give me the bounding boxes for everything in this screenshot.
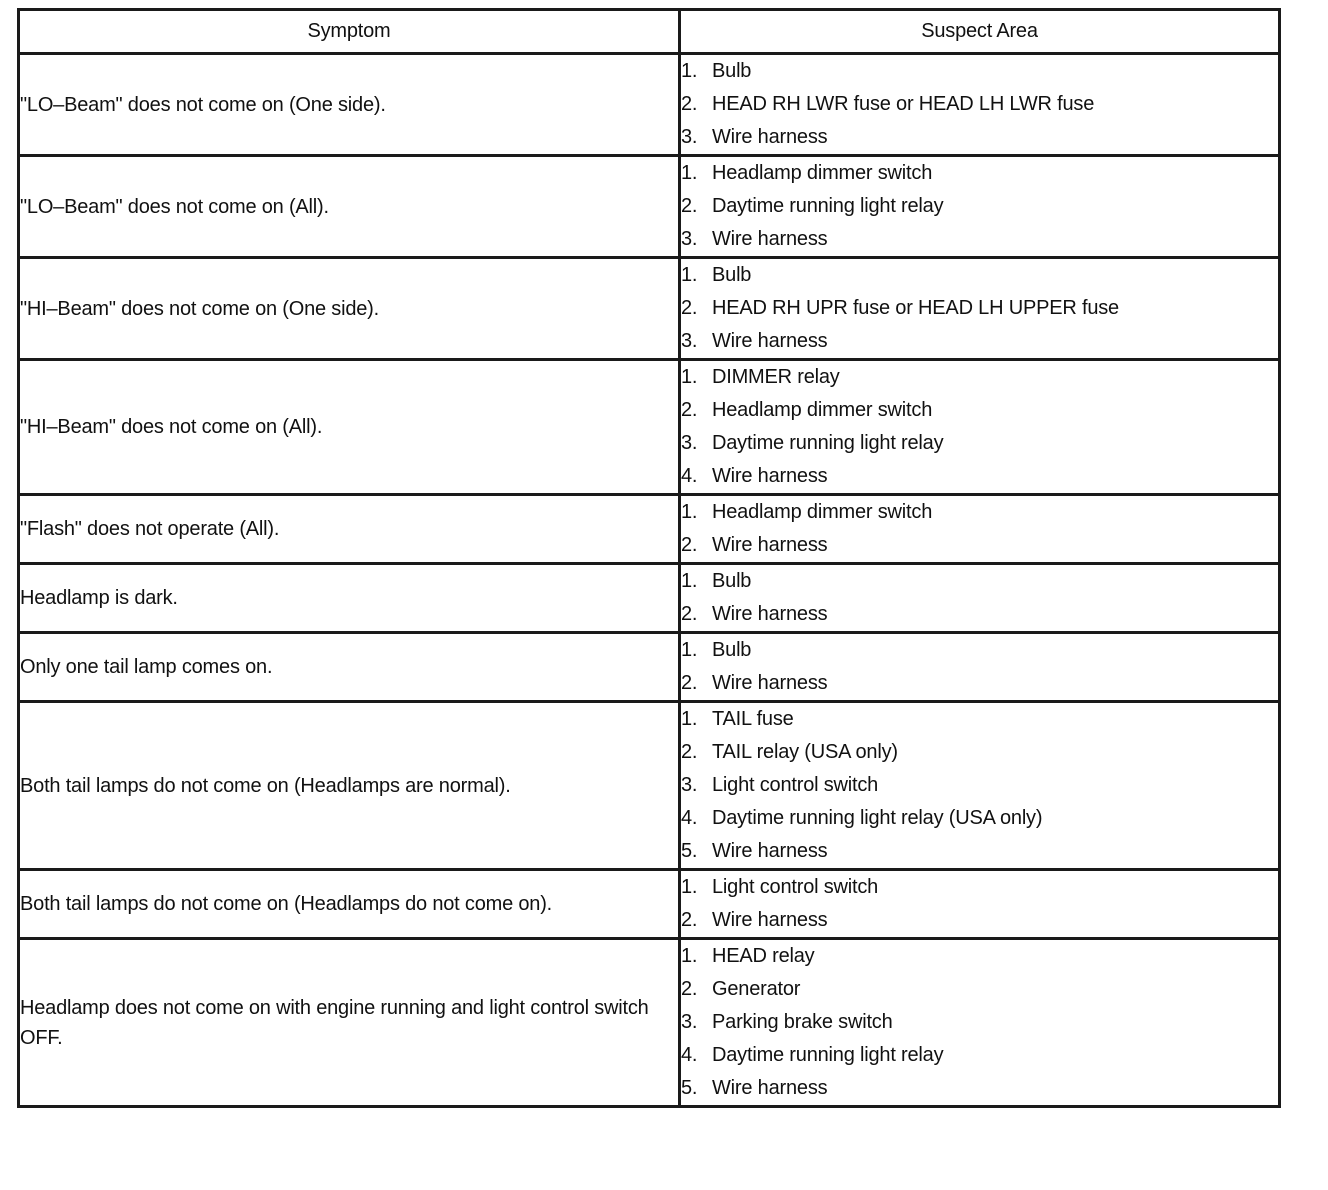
item-text: Headlamp dimmer switch [712, 501, 933, 523]
item-text: Wire harness [712, 909, 828, 931]
item-number: 5. [681, 840, 698, 862]
item-number: 1. [681, 264, 698, 286]
list-item [681, 88, 1278, 121]
suspect-area-list [681, 259, 1278, 358]
header-row [19, 10, 1280, 54]
list-item [681, 802, 1278, 835]
symptom-cell: "LO–Beam" does not come on (One side). [19, 54, 680, 156]
list-item [681, 940, 1278, 973]
item-number: 2. [681, 741, 698, 763]
item-text: Wire harness [712, 228, 828, 250]
item-text: Wire harness [712, 1077, 828, 1099]
list-item [681, 223, 1278, 256]
item-text: Wire harness [712, 534, 828, 556]
item-number: 2. [681, 672, 698, 694]
list-item [681, 667, 1278, 700]
table-row [19, 939, 1280, 1107]
suspect-area-cell [680, 54, 1280, 156]
table-row [19, 633, 1280, 702]
item-text: Daytime running light relay (USA only) [712, 807, 1043, 829]
suspect-area-list [681, 940, 1278, 1105]
item-number: 1. [681, 876, 698, 898]
item-text: Daytime running light relay [712, 432, 944, 454]
item-text: Bulb [712, 639, 752, 661]
symptom-cell: "Flash" does not operate (All). [19, 495, 680, 564]
item-number: 1. [681, 945, 698, 967]
item-text: HEAD RH UPR fuse or HEAD LH UPPER fuse [712, 297, 1119, 319]
item-number: 5. [681, 1077, 698, 1099]
suspect-area-cell [680, 564, 1280, 633]
table-body [19, 54, 1280, 1107]
item-text: DIMMER relay [712, 366, 840, 388]
item-text: Wire harness [712, 672, 828, 694]
item-number: 3. [681, 228, 698, 250]
item-text: Wire harness [712, 126, 828, 148]
suspect-area-list [681, 157, 1278, 256]
table-row [19, 495, 1280, 564]
item-number: 2. [681, 534, 698, 556]
suspect-area-cell [680, 870, 1280, 939]
item-number: 3. [681, 774, 698, 796]
symptom-cell: Both tail lamps do not come on (Headlamps do not come on). [19, 870, 680, 939]
list-item [681, 361, 1278, 394]
list-item [681, 598, 1278, 631]
item-text: Parking brake switch [712, 1011, 893, 1033]
table-row [19, 564, 1280, 633]
suspect-area-list [681, 361, 1278, 493]
item-number: 2. [681, 978, 698, 1000]
suspect-area-cell [680, 495, 1280, 564]
list-item [681, 904, 1278, 937]
list-item [681, 460, 1278, 493]
list-item [681, 496, 1278, 529]
symptom-cell: Only one tail lamp comes on. [19, 633, 680, 702]
item-text: TAIL relay (USA only) [712, 741, 898, 763]
item-text: Headlamp dimmer switch [712, 399, 933, 421]
list-item [681, 157, 1278, 190]
suspect-area-list [681, 565, 1278, 631]
item-number: 2. [681, 909, 698, 931]
list-item [681, 565, 1278, 598]
symptom-cell: Both tail lamps do not come on (Headlamps are normal). [19, 702, 680, 870]
item-number: 3. [681, 330, 698, 352]
suspect-area-cell [680, 702, 1280, 870]
list-item [681, 973, 1278, 1006]
troubleshooting-table [17, 8, 1281, 1108]
list-item [681, 871, 1278, 904]
item-number: 1. [681, 501, 698, 523]
table-row [19, 156, 1280, 258]
list-item [681, 769, 1278, 802]
item-text: HEAD RH LWR fuse or HEAD LH LWR fuse [712, 93, 1095, 115]
item-text: Wire harness [712, 840, 828, 862]
table-row [19, 870, 1280, 939]
item-number: 3. [681, 432, 698, 454]
item-text: Light control switch [712, 876, 879, 898]
list-item [681, 121, 1278, 154]
item-number: 1. [681, 570, 698, 592]
symptom-cell: Headlamp does not come on with engine running and light control switch OFF. [19, 939, 680, 1107]
table-row [19, 360, 1280, 495]
item-text: Daytime running light relay [712, 1044, 944, 1066]
list-item [681, 1006, 1278, 1039]
suspect-area-header: Suspect Area [680, 10, 1280, 54]
suspect-area-list [681, 634, 1278, 700]
symptom-header: Symptom [19, 10, 680, 54]
symptom-cell: "LO–Beam" does not come on (All). [19, 156, 680, 258]
item-text: Light control switch [712, 774, 879, 796]
symptom-cell: "HI–Beam" does not come on (One side). [19, 258, 680, 360]
item-number: 1. [681, 60, 698, 82]
list-item [681, 529, 1278, 562]
item-number: 1. [681, 639, 698, 661]
item-text: Headlamp dimmer switch [712, 162, 933, 184]
table-row [19, 702, 1280, 870]
list-item [681, 292, 1278, 325]
suspect-area-cell [680, 633, 1280, 702]
suspect-area-list [681, 496, 1278, 562]
item-number: 4. [681, 1044, 698, 1066]
item-number: 2. [681, 399, 698, 421]
table-row [19, 258, 1280, 360]
list-item [681, 634, 1278, 667]
item-number: 4. [681, 465, 698, 487]
item-text: Bulb [712, 570, 752, 592]
item-number: 2. [681, 297, 698, 319]
item-number: 1. [681, 708, 698, 730]
list-item [681, 325, 1278, 358]
item-number: 3. [681, 126, 698, 148]
list-item [681, 1039, 1278, 1072]
item-text: Generator [712, 978, 801, 1000]
suspect-area-list [681, 55, 1278, 154]
item-number: 1. [681, 366, 698, 388]
suspect-area-cell [680, 939, 1280, 1107]
item-text: Bulb [712, 264, 752, 286]
list-item [681, 736, 1278, 769]
item-number: 4. [681, 807, 698, 829]
item-text: Wire harness [712, 465, 828, 487]
suspect-area-cell [680, 156, 1280, 258]
list-item [681, 55, 1278, 88]
list-item [681, 1072, 1278, 1105]
table-row [19, 54, 1280, 156]
item-text: TAIL fuse [712, 708, 794, 730]
list-item [681, 835, 1278, 868]
suspect-area-cell [680, 258, 1280, 360]
list-item [681, 259, 1278, 292]
suspect-area-list [681, 871, 1278, 937]
symptom-cell: "HI–Beam" does not come on (All). [19, 360, 680, 495]
symptom-cell: Headlamp is dark. [19, 564, 680, 633]
list-item [681, 190, 1278, 223]
item-text: Daytime running light relay [712, 195, 944, 217]
item-number: 1. [681, 162, 698, 184]
item-number: 3. [681, 1011, 698, 1033]
item-text: Wire harness [712, 603, 828, 625]
list-item [681, 703, 1278, 736]
item-number: 2. [681, 93, 698, 115]
list-item [681, 427, 1278, 460]
suspect-area-cell [680, 360, 1280, 495]
item-text: HEAD relay [712, 945, 815, 967]
item-number: 2. [681, 195, 698, 217]
item-text: Bulb [712, 60, 752, 82]
item-text: Wire harness [712, 330, 828, 352]
item-number: 2. [681, 603, 698, 625]
suspect-area-list [681, 703, 1278, 868]
list-item [681, 394, 1278, 427]
